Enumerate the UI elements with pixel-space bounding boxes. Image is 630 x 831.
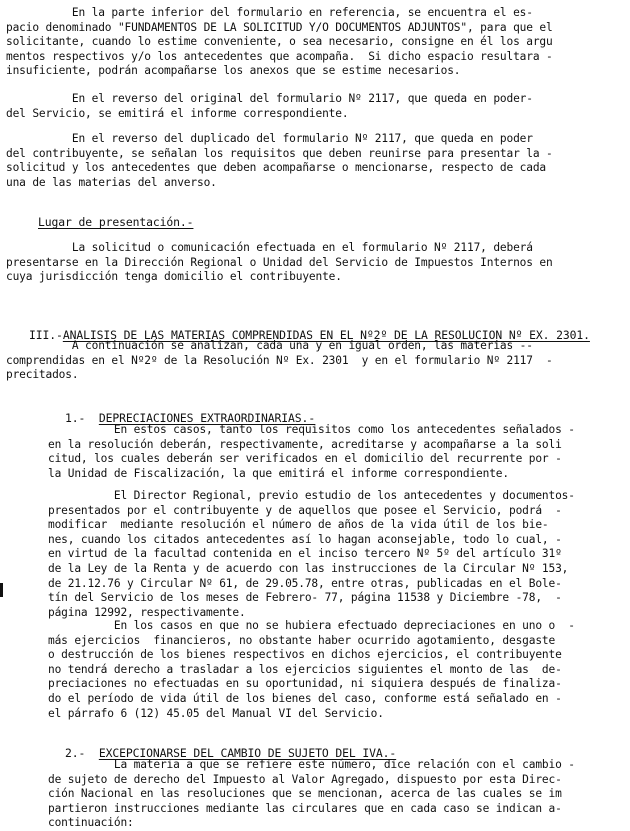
text-line: la Unidad de Fiscalización, la que emitirá el informe correspondiente.	[48, 466, 509, 480]
item-number: 1.-	[65, 411, 86, 425]
text-line: ción Nacional en las resoluciones que se mencionan, acerca de las cuales se im	[48, 787, 562, 801]
paragraph-reverso-duplicado	[6, 132, 553, 190]
paragraph-lugar-presentacion	[6, 241, 553, 285]
scan-margin-mark	[0, 583, 3, 597]
text-line: página 12992, respectivamente.	[48, 605, 246, 619]
text-line: En la parte inferior del formulario en referencia, se encuentra el es-	[6, 6, 533, 19]
text-line: La materia a que se refiere este número, dice relación con el cambio -	[48, 758, 575, 771]
item-number: 2.-	[65, 746, 86, 760]
section-number: III.-	[29, 328, 63, 342]
text-line: solicitante, cuando lo estime conveniente, o sea necesario, consigne en él los argu	[6, 35, 553, 49]
text-line: presentarse en la Dirección Regional o Unidad del Servicio de Impuestos Internos en	[6, 255, 553, 269]
text-line: citud, los cuales deberán ser verificados en el domicilio del recurrente por -	[48, 452, 562, 466]
text-line: mentos respectivos y/o los antecedentes que acompaña. Si dicho espacio resultara -	[6, 49, 553, 63]
text-line: do el período de vida útil de los bienes del caso, conforme está señalado en -	[48, 691, 562, 705]
text-line: comprendidas en el Nº2º de la Resolución Nº Ex. 2301 y en el formulario Nº 2117 -	[6, 353, 553, 367]
text-line: partieron instrucciones mediante las circulares que en cada caso se indican a-	[48, 801, 562, 815]
text-line: preciaciones no efectuadas en su oportunidad, ni siquiera después de finaliza-	[48, 677, 562, 691]
paragraph-analisis-intro	[6, 339, 553, 383]
paragraph-formulario-fundamentos	[6, 6, 553, 79]
heading-lugar-presentacion: Lugar de presentación.-	[38, 215, 194, 229]
item-title: DEPRECIACIONES EXTRAORDINARIAS.-	[98, 411, 316, 425]
text-line: solicitud y los antecedentes que deben acompañarse o mencionarse, respecto de cada	[6, 161, 547, 175]
text-line: La solicitud o comunicación efectuada en el formulario Nº 2117, deberá	[6, 241, 533, 254]
text-line: no tendrá derecho a trasladar a los ejercicios siguientes el monto de las de-	[48, 662, 562, 676]
text-line: más ejercicios financieros, no obstante haber ocurrido agotamiento, desgaste	[48, 633, 556, 647]
text-line: En el reverso del original del formulario Nº 2117, que queda en poder-	[6, 92, 533, 105]
text-line: en virtud de la facultad contenida en el inciso tercero Nº 5º del artículo 31º	[48, 547, 562, 561]
text-line: del contribuyente, se señalan los requisitos que deben reunirse para presentar la -	[6, 146, 553, 160]
text-line: continuación:	[48, 816, 134, 830]
text-line: una de las materias del anverso.	[6, 175, 217, 189]
text-line: nes, cuando los citados antecedentes así lo hagan aconsejable, todo lo cual, -	[48, 532, 562, 546]
text-line: tín del Servicio de los meses de Febrero- 77, página 11538 y Diciembre -78, -	[48, 591, 562, 605]
text-line: de la Ley de la Renta y de acuerdo con las instrucciones de la Circular Nº 153,	[48, 561, 569, 575]
text-line: el párrafo 6 (12) 45.05 del Manual VI del Servicio.	[48, 706, 384, 720]
text-line: del Servicio, se emitirá el informe correspondiente.	[6, 106, 349, 120]
paragraph-sin-depreciaciones	[48, 619, 575, 721]
text-line: precitados.	[6, 368, 79, 382]
paragraph-director-regional	[48, 489, 575, 620]
text-line: cuya jurisdicción tenga domicilio el contribuyente.	[6, 270, 342, 284]
text-line: A continuación se analizan, cada una y en igual orden, las materias --	[6, 339, 533, 352]
text-line: pacio denominado "FUNDAMENTOS DE LA SOLICITUD Y/O DOCUMENTOS ADJUNTOS", para que el	[6, 20, 553, 34]
section-title: ANALISIS DE LAS MATERIAS COMPRENDIDAS EN EL Nº2º DE LA RESOLUCION Nº EX. 2301.	[62, 328, 590, 342]
text-line: En estos casos, tanto los requisitos como los antecedentes señalados -	[48, 423, 575, 436]
paragraph-reverso-original	[6, 92, 533, 121]
item-title: EXCEPCIONARSE DEL CAMBIO DE SUJETO DEL IVA.-	[98, 746, 397, 760]
paragraph-depreciaciones-requisitos	[48, 423, 575, 481]
text-line: En los casos en que no se hubiera efectuado depreciaciones en uno o -	[48, 619, 575, 632]
paragraph-cambio-sujeto-iva	[48, 758, 575, 831]
text-line: insuficiente, podrán acompañarse los anexos que se estime necesarios.	[6, 64, 461, 78]
text-line: En el reverso del duplicado del formulario Nº 2117, que queda en poder	[6, 132, 533, 145]
text-line: de sujeto de derecho del Impuesto al Valor Agregado, dispuesto por esta Direc-	[48, 772, 562, 786]
text-line: de 21.12.76 y Circular Nº 61, de 29.05.78, entre otras, publicadas en el Bole-	[48, 576, 562, 590]
text-line: en la resolución deberán, respectivamente, acreditarse y acompañarse a la soli	[48, 437, 562, 451]
text-line: o destrucción de los bienes respectivos en dichos ejercicios, el contribuyente	[48, 648, 562, 662]
text-line: modificar mediante resolución el número de años de la vida útil de los bie-	[48, 518, 549, 532]
text-line: El Director Regional, previo estudio de los antecedentes y documentos-	[48, 489, 575, 502]
text-line: presentados por el contribuyente y de aquellos que posee el Servicio, podrá -	[48, 503, 562, 517]
